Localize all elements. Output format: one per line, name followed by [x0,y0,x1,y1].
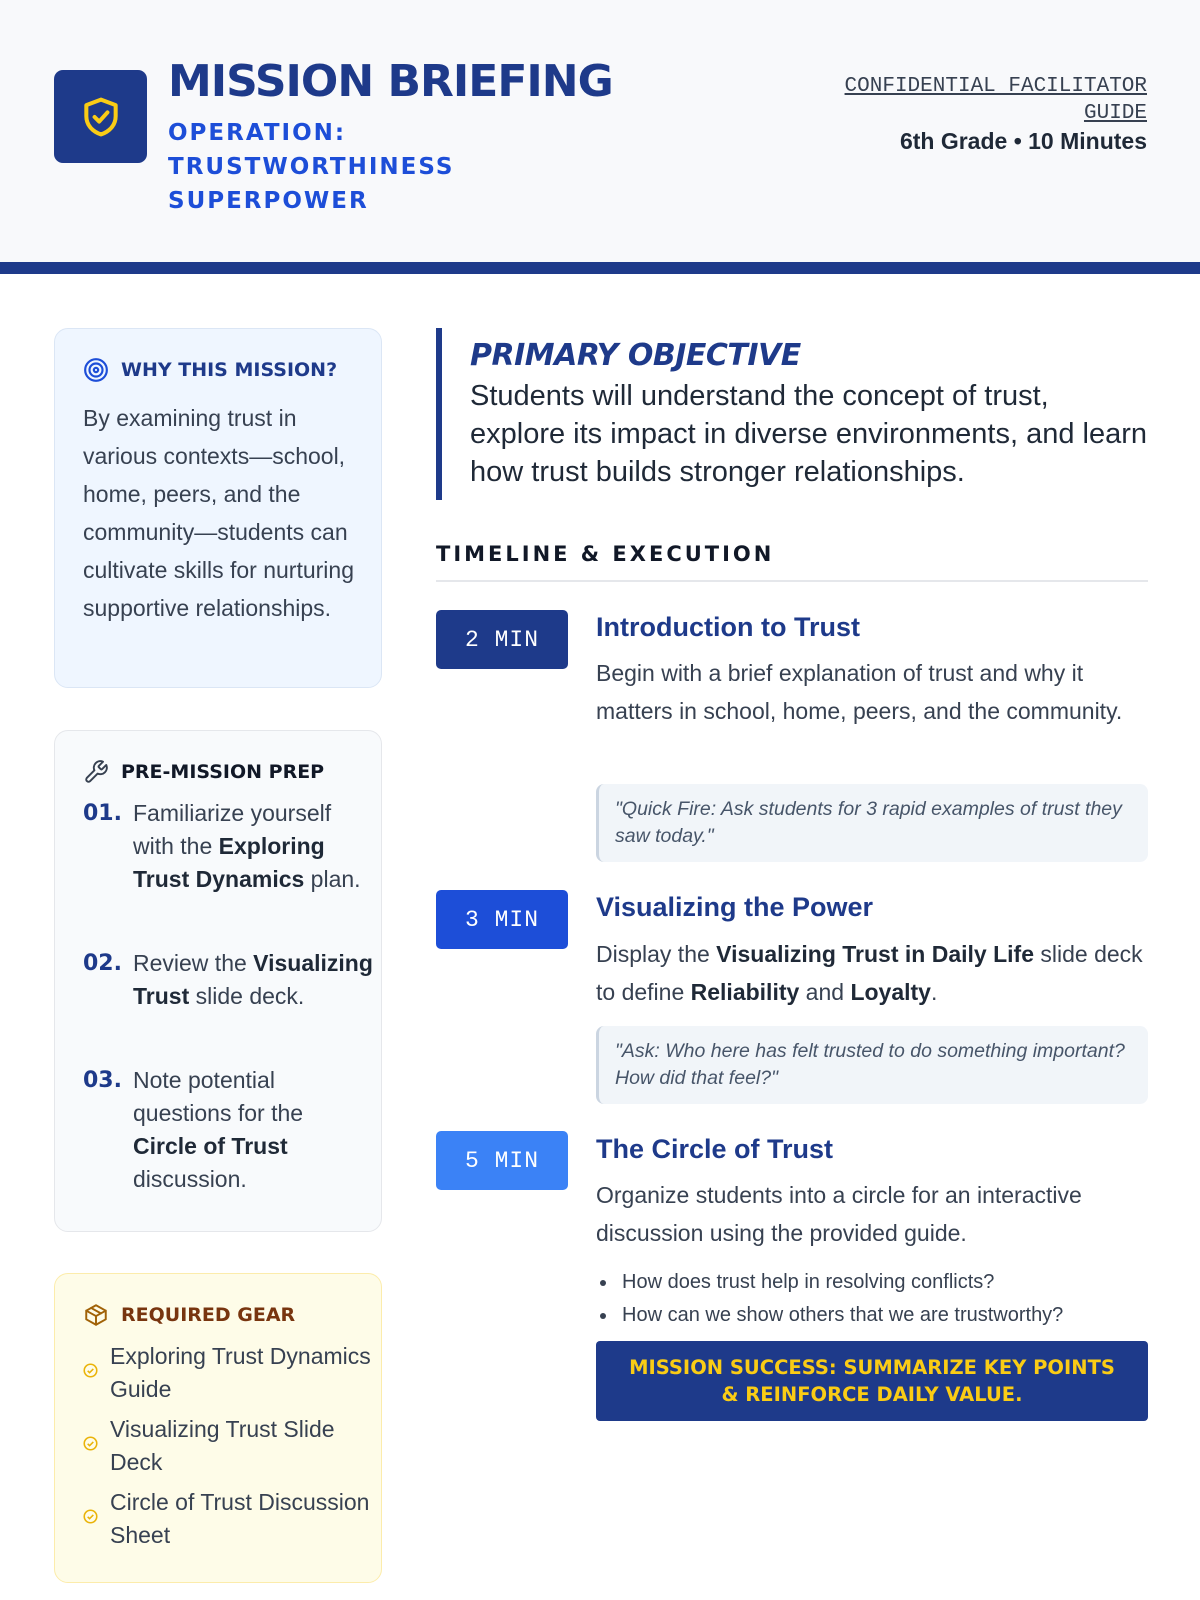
page-title: MISSION BRIEFING [168,56,613,107]
prep-item-number: 02. [83,951,122,976]
duration-badge: 3 MIN [436,890,568,949]
required-gear-heading: REQUIRED GEAR [121,1304,296,1326]
objective-text: Students will understand the concept of trust, explore its impact in diverse environments, and learn how trust builds stronger relationships. [470,380,1147,488]
list-item: How can we show others that we are trustworthy? [596,1299,1148,1332]
prep-item-number: 01. [83,801,122,826]
timeline-heading: TIMELINE & EXECUTION [436,542,1148,582]
logo [54,70,147,163]
gear-item-text: Exploring Trust Dynamics Guide [110,1343,371,1402]
objective-label: PRIMARY OBJECTIVE [470,338,801,373]
gear-item-text: Visualizing Trust Slide Deck [110,1416,335,1475]
step-description: Begin with a brief explanation of trust and why it matters in school, home, peers, and the community. [596,660,1123,724]
header-divider [0,262,1200,274]
gear-item [83,1486,373,1552]
step-title: The Circle of Trust [596,1134,834,1164]
why-mission-heading: WHY THIS MISSION? [121,359,338,381]
duration-badge: 5 MIN [436,1131,568,1190]
page-subtitle: OPERATION: TRUSTWORTHINESS SUPERPOWER [168,120,455,214]
step-title: Introduction to Trust [596,612,860,642]
prep-item-number: 03. [83,1068,122,1093]
prep-item [83,947,373,1013]
why-mission-text: By examining trust in various contexts—school, home, peers, and the community—students can cultivate skills for nurturing supportive relationships. [83,405,354,621]
shield-check-icon [79,92,123,142]
wrench-icon [83,759,109,785]
step-description: Display the Visualizing Trust in Daily Life slide deck to define Reliability and Loyalty. [596,941,1143,1005]
gear-item [83,1413,373,1479]
step-title: Visualizing the Power [596,892,874,922]
why-mission-card [54,328,382,688]
discussion-questions [596,1266,1148,1332]
check-circle-icon [83,1436,98,1451]
list-item: How does trust help in resolving conflicts? [596,1266,1148,1299]
prep-item-text: Review the Visualizing Trust slide deck. [133,950,373,1009]
confidential-label: CONFIDENTIAL FACILITATOR GUIDE [844,75,1147,125]
required-gear-card [54,1273,382,1583]
step-quote: "Ask: Who here has felt trusted to do something important? How did that feel?" [596,1026,1148,1104]
pre-mission-prep-heading: PRE-MISSION PREP [121,761,325,783]
pre-mission-prep-card [54,730,382,1232]
check-circle-icon [83,1509,98,1524]
primary-objective [436,328,1148,500]
gear-item-text: Circle of Trust Discussion Sheet [110,1489,370,1548]
mission-success-banner: MISSION SUCCESS: SUMMARIZE KEY POINTS & REINFORCE DAILY VALUE. [596,1341,1148,1421]
check-circle-icon [83,1363,98,1378]
prep-item [83,797,373,896]
target-icon [83,357,109,383]
grade-duration: 6th Grade • 10 Minutes [899,128,1147,154]
prep-item [83,1064,373,1196]
prep-item-text: Familiarize yourself with the Exploring Trust Dynamics plan. [133,800,361,892]
gear-item [83,1340,373,1406]
prep-item-text: Note potential questions for the Circle of Trust discussion. [133,1067,304,1192]
step-description: Organize students into a circle for an interactive discussion using the provided guide. [596,1182,1082,1246]
box-icon [83,1302,109,1328]
duration-badge: 2 MIN [436,610,568,669]
step-quote: "Quick Fire: Ask students for 3 rapid examples of trust they saw today." [596,784,1148,862]
